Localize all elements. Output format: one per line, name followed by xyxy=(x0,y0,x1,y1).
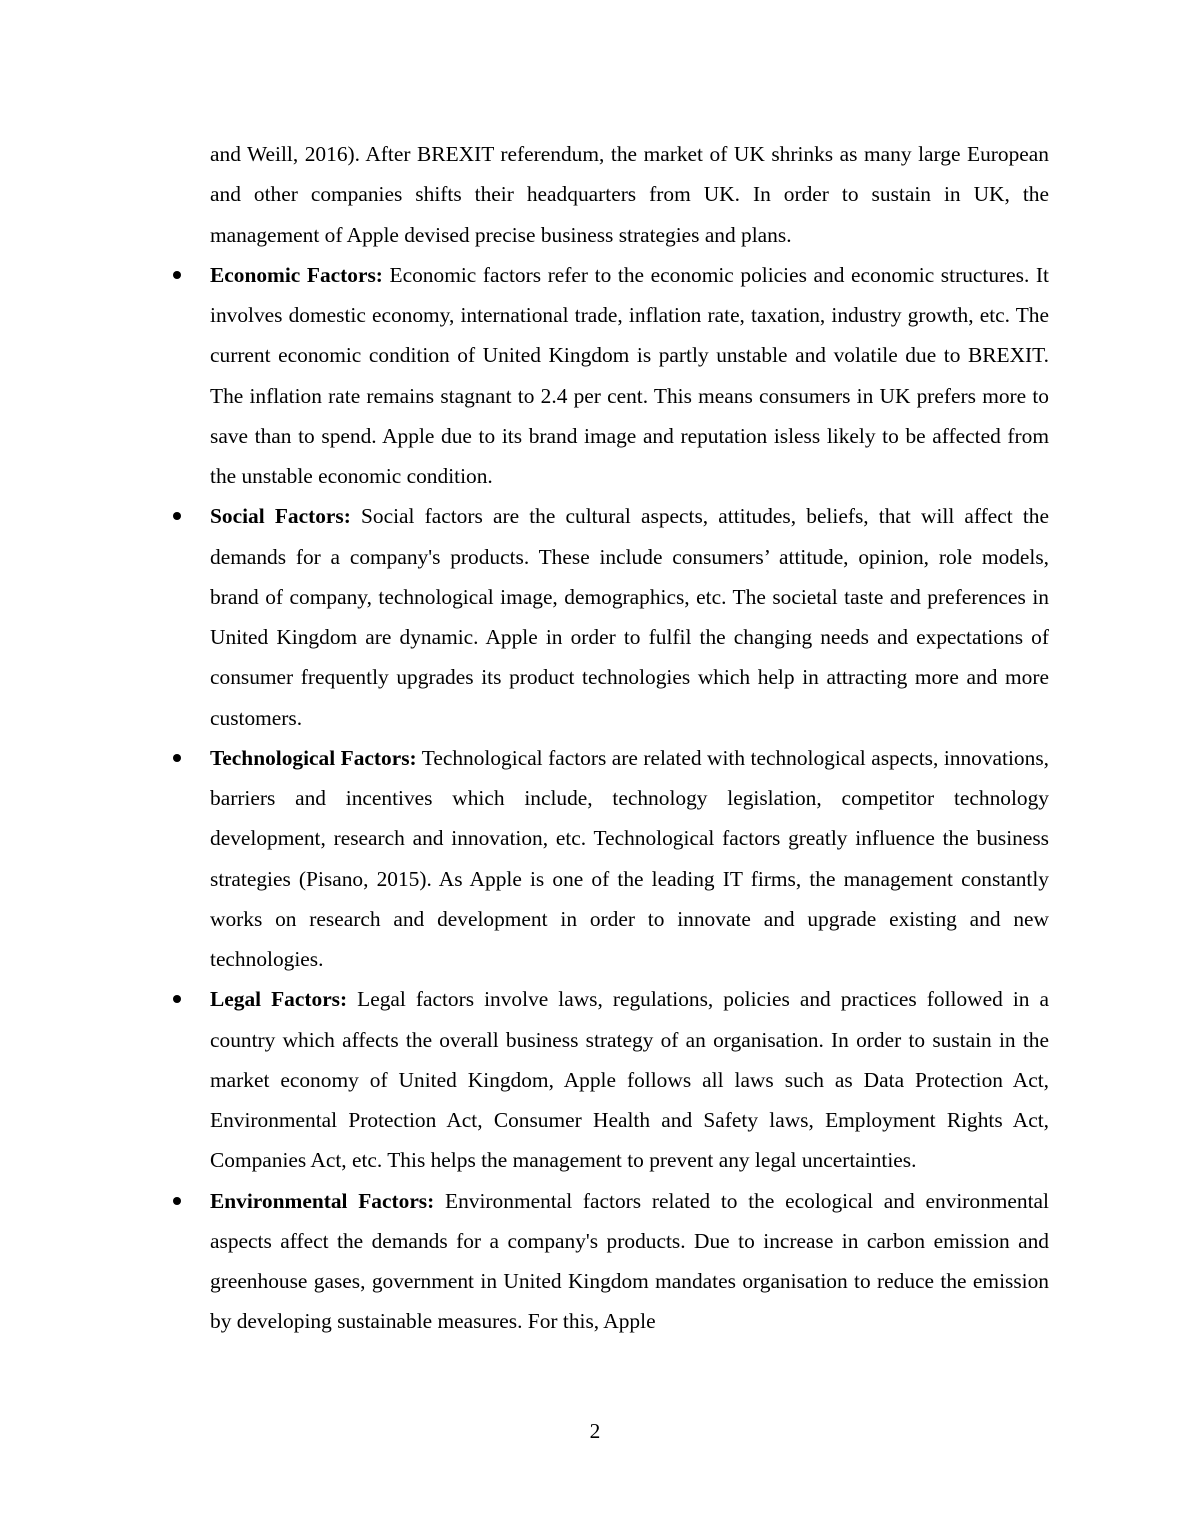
body-text xyxy=(210,134,1049,1342)
factor-term: Legal Factors: xyxy=(210,987,348,1012)
bullet-icon xyxy=(173,995,181,1003)
factor-term: Environmental Factors: xyxy=(210,1188,435,1213)
continuation-paragraph: and Weill, 2016). After BREXIT referendum, the market of UK shrinks as many large European and other companies shifts their headquarters from UK. In order to sustain in UK, the management of Apple devised precise business strategies and plans. xyxy=(210,142,1049,247)
bullet-icon xyxy=(173,1197,181,1205)
factor-term: Technological Factors: xyxy=(210,745,417,770)
bullet-item-legal xyxy=(210,979,1049,1180)
factor-description: Social factors are the cultural aspects, attitudes, beliefs, that will affect the demands for a company's products. These include consumers’ attitude, opinion, role models, brand of company, technological image, demographics, etc. The societal taste and preferences in United Kingdom are dynamic. Apple in order to fulfil the changing needs and expectations of consumer frequently upgrades its product technologies which help in attracting more and more customers. xyxy=(210,504,1049,730)
factor-description: Technological factors are related with technological aspects, innovations, barriers and incentives which include, technology legislation, competitor technology development, research and innovation, etc. Technological factors greatly influence the business strategies (Pisano, 2015). As Apple is one of the leading IT firms, the management constantly works on research and development in order to innovate and upgrade existing and new technologies. xyxy=(210,745,1049,971)
bullet-item-environmental xyxy=(210,1181,1049,1342)
bullet-icon xyxy=(173,754,181,762)
bullet-item-economic xyxy=(210,255,1049,497)
factor-description: Legal factors involve laws, regulations, policies and practices followed in a country which affects the overall business strategy of an organisation. In order to sustain in the market economy of United Kingdom, Apple follows all laws such as Data Protection Act, Environmental Protection Act, Consumer Health and Safety laws, Employment Rights Act, Companies Act, etc. This helps the management to prevent any legal uncertainties. xyxy=(210,987,1049,1173)
page-number: 2 xyxy=(589,1419,601,1443)
factor-term: Economic Factors: xyxy=(210,262,383,287)
bullet-item-technological xyxy=(210,738,1049,980)
factor-term: Social Factors: xyxy=(210,504,351,529)
bullet-item-social xyxy=(210,496,1049,738)
bullet-icon xyxy=(173,271,181,279)
factor-description: Economic factors refer to the economic policies and economic structures. It involves domestic economy, international trade, inflation rate, taxation, industry growth, etc. The current economic condition of United Kingdom is partly unstable and volatile due to BREXIT. The inflation rate remains stagnant to 2.4 per cent. This means consumers in UK prefers more to save than to spend. Apple due to its brand image and reputation isless likely to be affected from the unstable economic condition. xyxy=(210,262,1049,488)
bullet-icon xyxy=(173,512,181,520)
factor-description: Environmental factors related to the ecological and environmental aspects affect the demands for a company's products. Due to increase in carbon emission and greenhouse gases, government in United Kingdom mandates organisation to reduce the emission by developing sustainable measures. For this, Apple xyxy=(210,1188,1049,1334)
